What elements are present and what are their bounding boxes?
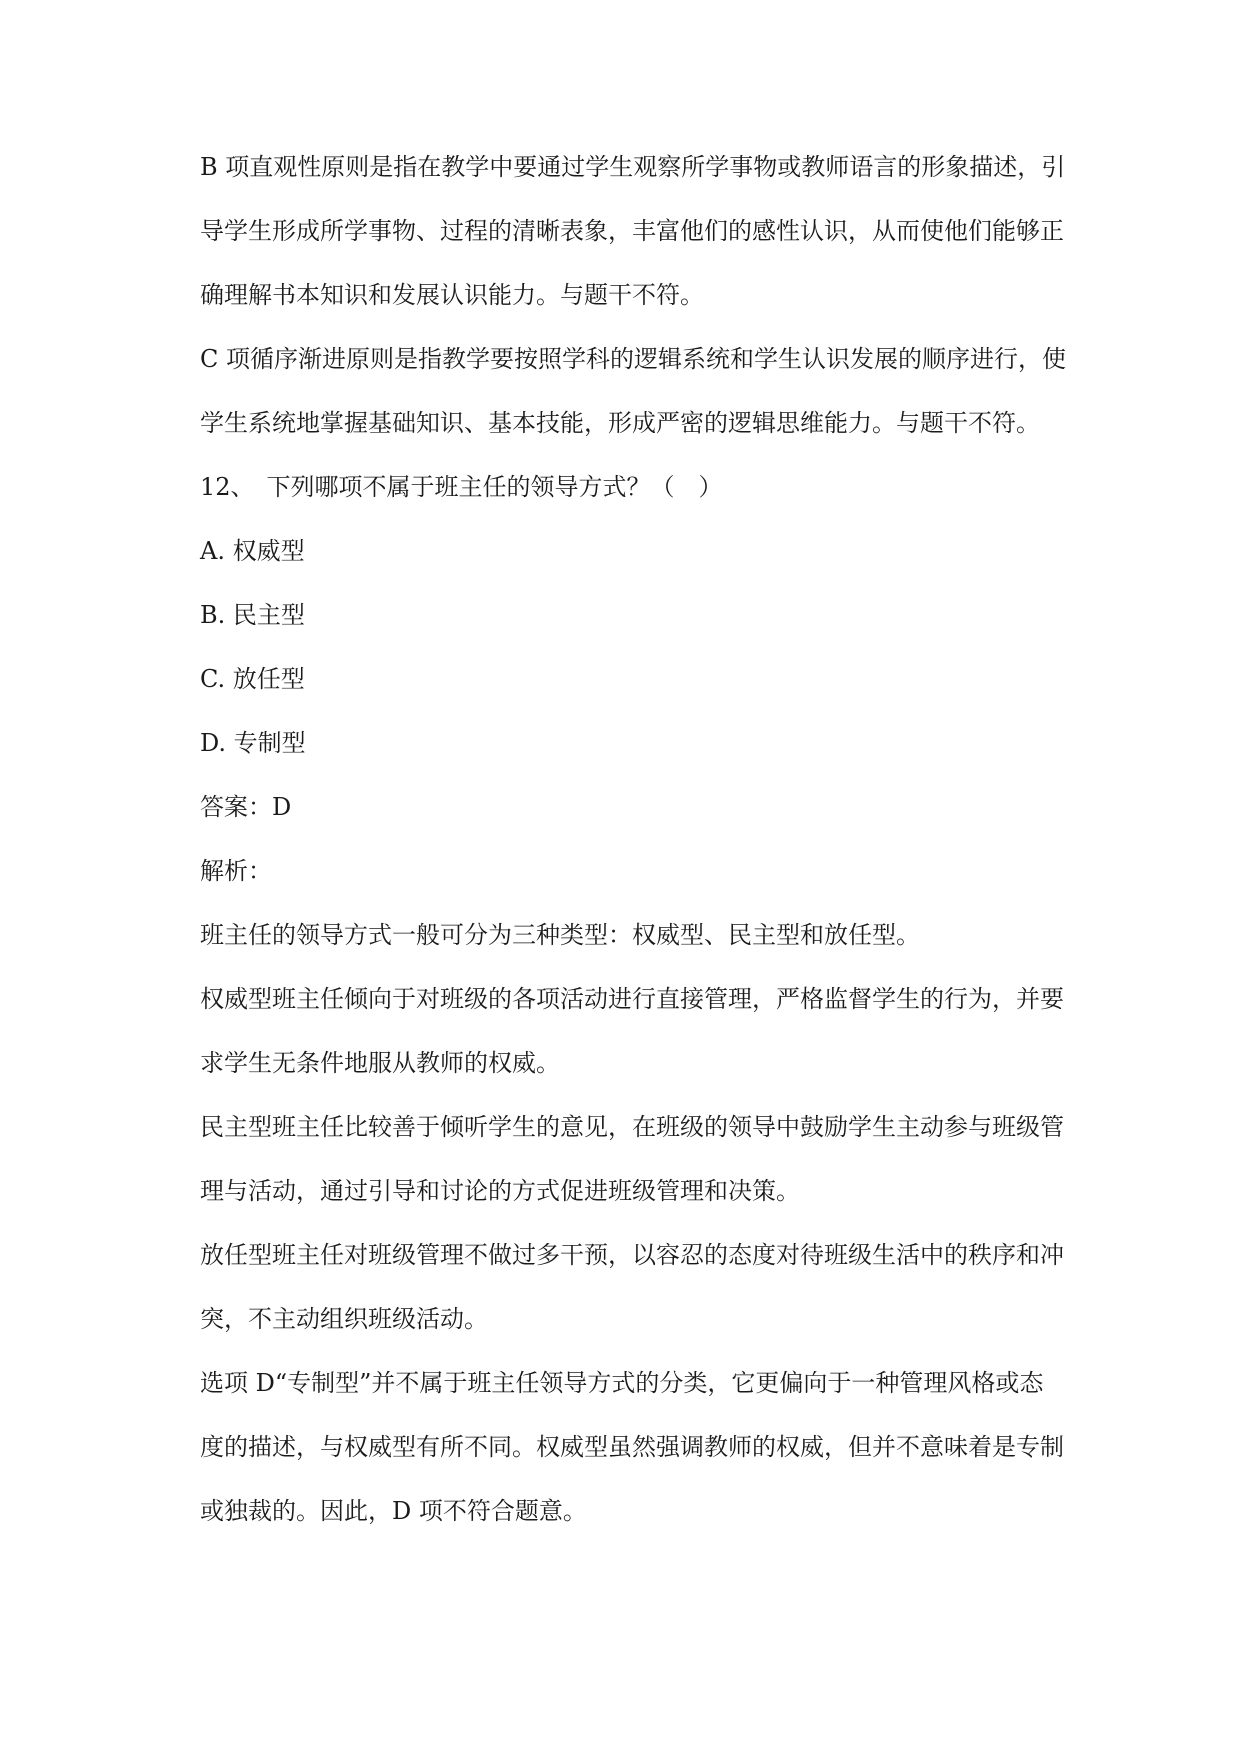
democratic-type-line-2: 理与活动，通过引导和讨论的方式促进班级管理和决策。 [200, 1177, 800, 1205]
paragraph-b-explanation-line-3: 确理解书本知识和发展认识能力。与题干不符。 [200, 281, 704, 309]
laissez-faire-type-line-1: 放任型班主任对班级管理不做过多干预，以容忍的态度对待班级生活中的秩序和冲 [200, 1241, 1064, 1269]
laissez-faire-type-line-2: 突，不主动组织班级活动。 [200, 1305, 488, 1333]
conclusion-line-2: 度的描述，与权威型有所不同。权威型虽然强调教师的权威，但并不意味着是专制 [200, 1433, 1064, 1461]
option-c: C. 放任型 [200, 665, 305, 693]
question-12-stem: 12、 下列哪项不属于班主任的领导方式？（ ） [200, 473, 723, 501]
answer-line: 答案：D [200, 793, 292, 821]
paragraph-b-explanation-line-2: 导学生形成所学事物、过程的清晰表象，丰富他们的感性认识，从而使他们能够正 [200, 217, 1064, 245]
paragraph-b-explanation-line-1: B 项直观性原则是指在教学中要通过学生观察所学事物或教师语言的形象描述，引 [200, 153, 1066, 181]
analysis-heading: 解析： [200, 857, 272, 885]
authoritative-type-line-1: 权威型班主任倾向于对班级的各项活动进行直接管理，严格监督学生的行为，并要 [200, 985, 1064, 1013]
option-b: B. 民主型 [200, 601, 305, 629]
democratic-type-line-1: 民主型班主任比较善于倾听学生的意见，在班级的领导中鼓励学生主动参与班级管 [200, 1113, 1064, 1141]
option-a: A. 权威型 [200, 537, 305, 565]
conclusion-line-3: 或独裁的。因此，D 项不符合题意。 [200, 1497, 587, 1525]
conclusion-line-1: 选项 D“专制型”并不属于班主任领导方式的分类，它更偏向于一种管理风格或态 [200, 1369, 1044, 1397]
analysis-intro: 班主任的领导方式一般可分为三种类型：权威型、民主型和放任型。 [200, 921, 920, 949]
paragraph-c-explanation-line-1: C 项循序渐进原则是指教学要按照学科的逻辑系统和学生认识发展的顺序进行，使 [200, 345, 1066, 373]
authoritative-type-line-2: 求学生无条件地服从教师的权威。 [200, 1049, 560, 1077]
option-d: D. 专制型 [200, 729, 306, 757]
paragraph-c-explanation-line-2: 学生系统地掌握基础知识、基本技能，形成严密的逻辑思维能力。与题干不符。 [200, 409, 1040, 437]
